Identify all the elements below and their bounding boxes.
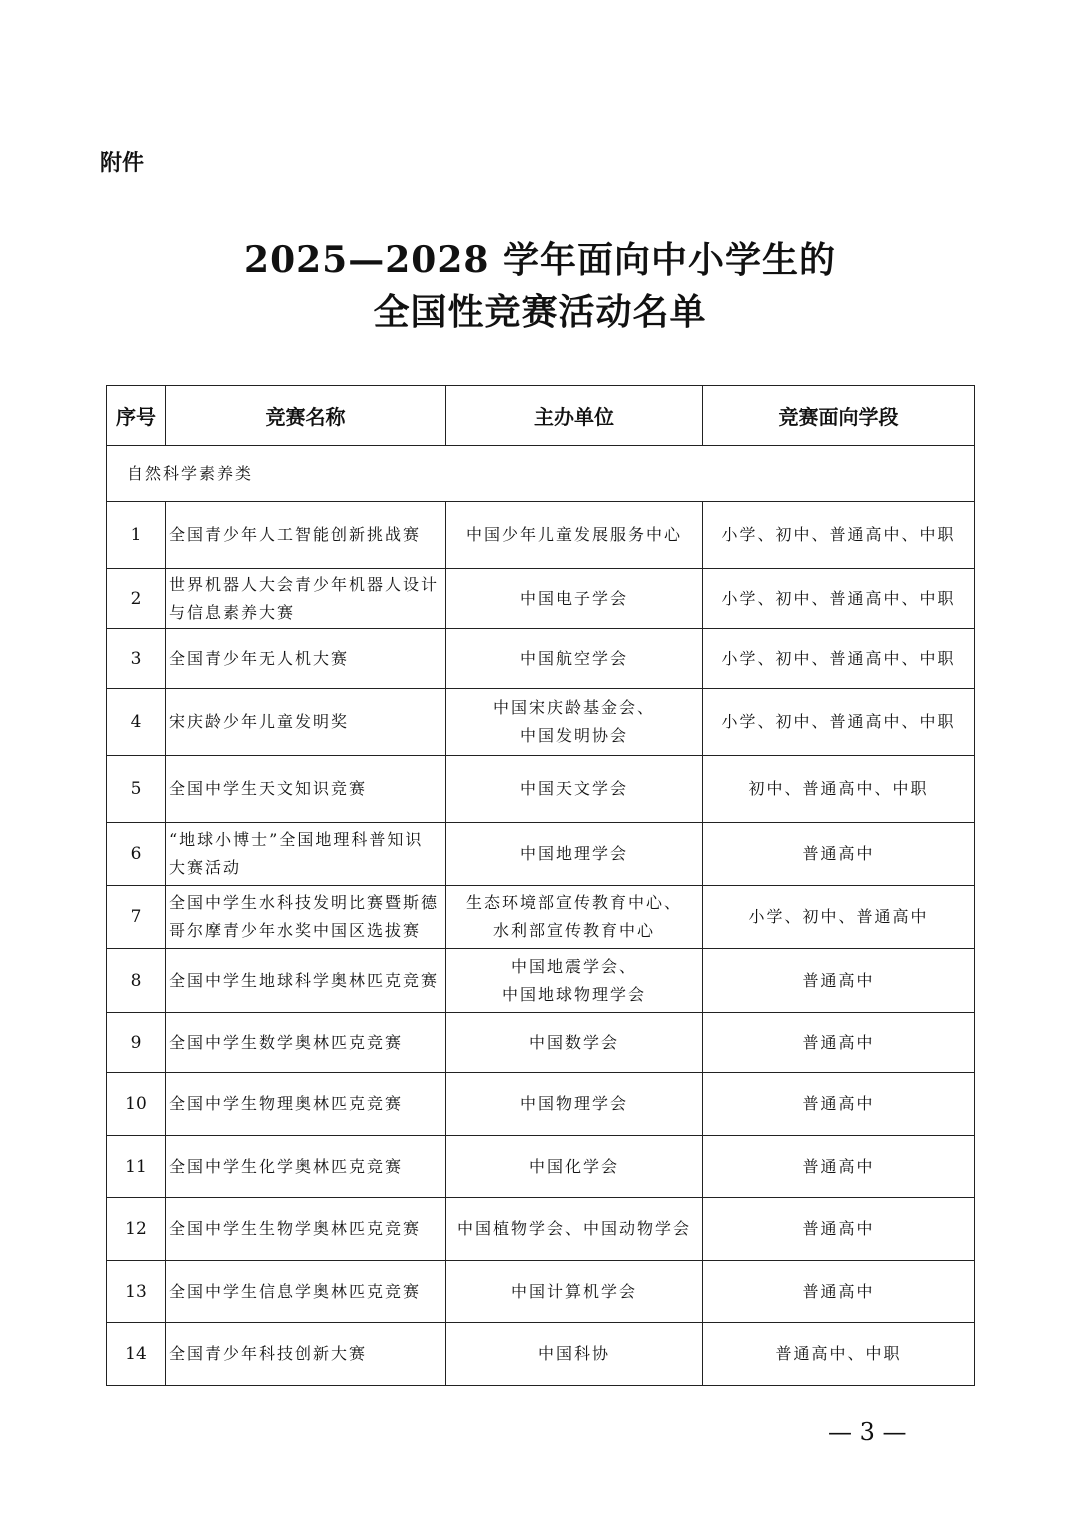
- school-level: 小学、初中、普通高中、中职: [703, 689, 975, 756]
- table-row: [107, 1261, 975, 1323]
- competition-name-line: 全国中学生信息学奥林匹克竞赛: [169, 1281, 422, 1301]
- organizer-line: 中国电子学会: [519, 588, 628, 608]
- competition-name: [166, 1323, 446, 1386]
- table-row: [107, 1136, 975, 1198]
- page-title-line2: 全国性竞赛活动名单: [373, 291, 707, 333]
- organizer: [446, 1013, 703, 1073]
- table-row: [107, 1013, 975, 1073]
- competition-name-line: 全国中学生化学奥林匹克竞赛: [169, 1156, 404, 1176]
- competition-name: [166, 949, 446, 1013]
- organizer: [446, 1323, 703, 1386]
- organizer-line: 中国计算机学会: [510, 1281, 637, 1301]
- competition-name-line: 全国青少年无人机大赛: [169, 648, 350, 668]
- organizer-line: 中国物理学会: [519, 1094, 628, 1113]
- competition-name-line: “地球小博士”全国地理科普知识: [169, 830, 424, 849]
- row-number: 1: [107, 502, 166, 569]
- header-organizer: 主办单位: [446, 386, 703, 446]
- school-level: 普通高中: [703, 1198, 975, 1261]
- school-level: 普通高中: [703, 1013, 975, 1073]
- row-number: 4: [107, 689, 166, 756]
- table-header-row: [107, 386, 975, 446]
- header-number: 序号: [107, 386, 166, 446]
- competition-name: [166, 1198, 446, 1261]
- organizer: [446, 1073, 703, 1136]
- row-number: 10: [107, 1073, 166, 1136]
- competition-name-line: 大赛活动: [169, 858, 242, 877]
- table-row: [107, 949, 975, 1013]
- organizer-line: 中国天文学会: [519, 779, 628, 798]
- organizer: [446, 756, 703, 823]
- competition-name-line: 全国青少年科技创新大赛: [169, 1344, 368, 1363]
- competition-name: [166, 886, 446, 949]
- organizer: [446, 689, 703, 756]
- school-level: 初中、普通高中、中职: [703, 756, 975, 823]
- organizer-line: 中国植物学会、中国动物学会: [456, 1219, 691, 1238]
- header-school-level: 竞赛面向学段: [703, 386, 975, 446]
- row-number: 3: [107, 629, 166, 689]
- row-number: 14: [107, 1323, 166, 1386]
- school-level: 普通高中: [703, 1136, 975, 1198]
- organizer-line: 中国科协: [537, 1344, 610, 1363]
- table-row: [107, 886, 975, 949]
- table-row: [107, 756, 975, 823]
- organizer-line: 水利部宣传教育中心: [492, 921, 655, 940]
- competition-name-line: 全国中学生水科技发明比赛暨斯德: [169, 893, 440, 912]
- organizer-line: 中国地理学会: [519, 844, 628, 863]
- competition-name: [166, 823, 446, 886]
- competition-name: [166, 689, 446, 756]
- school-level: 小学、初中、普通高中、中职: [703, 502, 975, 569]
- school-level: 小学、初中、普通高中、中职: [703, 629, 975, 689]
- competition-name-line: 全国中学生地球科学奥林匹克竞赛: [169, 970, 440, 990]
- organizer-line: 中国航空学会: [519, 648, 628, 668]
- organizer-line: 中国发明协会: [519, 726, 628, 745]
- category-label: 自然科学素养类: [107, 446, 975, 502]
- competition-name-line: 全国中学生生物学奥林匹克竞赛: [169, 1219, 422, 1238]
- organizer: [446, 949, 703, 1013]
- table-row: [107, 689, 975, 756]
- organizer-line: 生态环境部宣传教育中心、: [465, 893, 682, 912]
- organizer: [446, 1261, 703, 1323]
- attachment-label: 附件: [100, 151, 145, 176]
- category-row: [107, 446, 975, 502]
- competition-name: [166, 756, 446, 823]
- organizer-line: 中国宋庆龄基金会、: [492, 698, 655, 717]
- school-level: 普通高中: [703, 949, 975, 1013]
- competition-name: [166, 1136, 446, 1198]
- competition-name-line: 与信息素养大赛: [169, 602, 296, 622]
- competition-name: [166, 1261, 446, 1323]
- page-title-line1: 2025—2028 学年面向中小学生的: [244, 239, 836, 281]
- organizer: [446, 629, 703, 689]
- table-row: [107, 1323, 975, 1386]
- organizer: [446, 1198, 703, 1261]
- table-row: [107, 502, 975, 569]
- organizer-line: 中国地球物理学会: [501, 984, 646, 1004]
- school-level: 普通高中: [703, 823, 975, 886]
- competition-name-line: 全国中学生天文知识竞赛: [169, 779, 368, 798]
- competition-name-line: 全国中学生数学奥林匹克竞赛: [169, 1032, 404, 1052]
- row-number: 5: [107, 756, 166, 823]
- school-level: 小学、初中、普通高中: [703, 886, 975, 949]
- page-number: — 3 —: [828, 1418, 907, 1446]
- row-number: 6: [107, 823, 166, 886]
- school-level: 普通高中、中职: [703, 1323, 975, 1386]
- table-row: [107, 1073, 975, 1136]
- competition-name-line: 全国青少年人工智能创新挑战赛: [169, 525, 422, 544]
- school-level: 普通高中: [703, 1261, 975, 1323]
- organizer-line: 中国少年儿童发展服务中心: [465, 525, 682, 544]
- organizer-line: 中国地震学会、: [510, 956, 637, 976]
- competition-name: [166, 502, 446, 569]
- school-level: 小学、初中、普通高中、中职: [703, 569, 975, 629]
- table-row: [107, 1198, 975, 1261]
- competition-name-line: 全国中学生物理奥林匹克竞赛: [169, 1094, 404, 1113]
- school-level: 普通高中: [703, 1073, 975, 1136]
- row-number: 11: [107, 1136, 166, 1198]
- row-number: 8: [107, 949, 166, 1013]
- header-competition-name: 竞赛名称: [166, 386, 446, 446]
- row-number: 9: [107, 1013, 166, 1073]
- competition-name: [166, 569, 446, 629]
- competition-name-line: 宋庆龄少年儿童发明奖: [169, 712, 350, 731]
- competition-name: [166, 1013, 446, 1073]
- organizer-line: 中国化学会: [528, 1156, 619, 1176]
- organizer: [446, 823, 703, 886]
- organizer: [446, 569, 703, 629]
- organizer: [446, 502, 703, 569]
- competition-name-line: 世界机器人大会青少年机器人设计: [169, 574, 440, 594]
- competition-table: [106, 385, 975, 1386]
- competition-name: [166, 1073, 446, 1136]
- table-row: [107, 569, 975, 629]
- organizer: [446, 886, 703, 949]
- competition-name: [166, 629, 446, 689]
- competition-name-line: 哥尔摩青少年水奖中国区选拔赛: [169, 921, 422, 940]
- table-row: [107, 629, 975, 689]
- row-number: 2: [107, 569, 166, 629]
- table-row: [107, 823, 975, 886]
- row-number: 7: [107, 886, 166, 949]
- row-number: 12: [107, 1198, 166, 1261]
- row-number: 13: [107, 1261, 166, 1323]
- organizer-line: 中国数学会: [528, 1032, 619, 1052]
- organizer: [446, 1136, 703, 1198]
